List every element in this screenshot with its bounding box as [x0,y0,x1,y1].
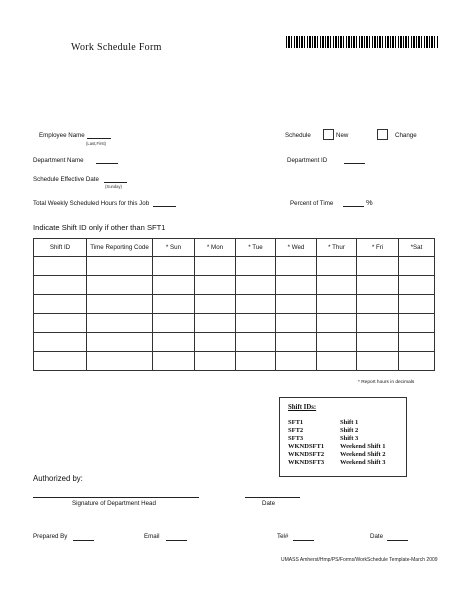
schedule-cell[interactable] [317,333,357,352]
schedule-cell[interactable] [195,276,236,295]
shift-id-row [288,459,386,466]
shift-id-desc: Weekend Shift 1 [340,443,386,450]
schedule-cell[interactable] [153,276,195,295]
schedule-row [34,257,435,276]
schedule-cell[interactable] [34,352,87,371]
schedule-cell[interactable] [87,257,153,276]
schedule-cell[interactable] [399,276,435,295]
shift-id-row [288,435,358,442]
schedule-cell[interactable] [236,276,276,295]
shift-id-desc: Shift 2 [340,427,359,434]
shift-id-row [288,427,358,434]
schedule-row [34,352,435,371]
schedule-cell[interactable] [87,295,153,314]
schedule-cell[interactable] [317,314,357,333]
schedule-cell[interactable] [399,333,435,352]
shift-instruction: Indicate Shift ID only if other than SFT1 [33,223,166,232]
schedule-cell[interactable] [34,333,87,352]
template-path: UMASS Amherst/Hmp/PS/Forms/WorkSchedule Template-March 2009 [281,557,438,563]
schedule-cell[interactable] [399,314,435,333]
shift-id-code: SFT1 [288,419,304,426]
department-id-label: Department ID [287,157,328,164]
email-label: Email [144,533,160,540]
schedule-cell[interactable] [195,352,236,371]
schedule-table [33,238,435,371]
employee-name-field[interactable] [87,138,111,139]
col-sun: * Sun [153,239,195,257]
schedule-cell[interactable] [34,295,87,314]
schedule-label: Schedule [285,132,311,139]
schedule-cell[interactable] [276,333,317,352]
schedule-row [34,295,435,314]
schedule-cell[interactable] [236,314,276,333]
col-wed: * Wed [276,239,317,257]
schedule-cell[interactable] [399,257,435,276]
schedule-cell[interactable] [276,276,317,295]
shift-id-desc: Shift 1 [340,419,359,426]
schedule-cell[interactable] [195,257,236,276]
schedule-cell[interactable] [399,295,435,314]
shift-ids-heading: Shift IDs: [288,404,317,411]
schedule-cell[interactable] [195,295,236,314]
shift-id-desc: Shift 3 [340,435,359,442]
schedule-cell[interactable] [357,352,399,371]
schedule-row [34,314,435,333]
schedule-cell[interactable] [153,314,195,333]
shift-id-row [288,451,386,458]
email-field[interactable] [166,540,187,541]
col-fri: * Fri [357,239,399,257]
shift-id-desc: Weekend Shift 3 [340,459,386,466]
schedule-cell[interactable] [317,276,357,295]
new-label: New [336,132,349,139]
schedule-cell[interactable] [357,276,399,295]
table-footnote: * Report hours in decimals [358,380,415,385]
schedule-cell[interactable] [195,333,236,352]
schedule-cell[interactable] [276,314,317,333]
percent-label: Percent of Time [290,200,334,207]
schedule-cell[interactable] [317,295,357,314]
percent-symbol: % [366,198,373,207]
col-time-reporting-code: Time Reporting Code [87,239,153,257]
shift-id-code: WKNDSFT2 [288,451,325,458]
schedule-cell[interactable] [236,333,276,352]
schedule-cell[interactable] [399,352,435,371]
schedule-cell[interactable] [87,276,153,295]
footer-date-label: Date [370,533,384,540]
new-checkbox[interactable] [323,129,334,140]
schedule-cell[interactable] [195,314,236,333]
col-shift-id: Shift ID [34,239,87,257]
schedule-cell[interactable] [87,333,153,352]
schedule-cell[interactable] [34,276,87,295]
authorization-date-label: Date [262,500,276,507]
department-name-label: Department Name [33,157,84,164]
signature-label: Signature of Department Head [72,500,156,507]
col-sat: *Sat [399,239,435,257]
schedule-cell[interactable] [357,257,399,276]
change-label: Change [395,132,417,139]
effective-date-hint: (Sunday) [105,184,122,189]
shift-id-desc: Weekend Shift 2 [340,451,386,458]
schedule-cell[interactable] [236,257,276,276]
col-tue: * Tue [236,239,276,257]
schedule-cell[interactable] [34,314,87,333]
change-checkbox[interactable] [377,129,388,140]
shift-id-code: SFT2 [288,427,304,434]
schedule-row [34,333,435,352]
form-title: Work Schedule Form [71,42,162,53]
schedule-cell[interactable] [153,295,195,314]
effective-date-label: Schedule Effective Date [33,176,99,183]
schedule-cell[interactable] [276,295,317,314]
weekly-hours-label: Total Weekly Scheduled Hours for this Job [33,200,150,207]
schedule-cell[interactable] [34,257,87,276]
barcode-image [286,36,438,48]
schedule-body [34,257,435,371]
schedule-cell[interactable] [357,295,399,314]
schedule-cell[interactable] [236,295,276,314]
schedule-cell[interactable] [153,257,195,276]
shift-id-code: WKNDSFT3 [288,459,325,466]
schedule-row [34,276,435,295]
employee-name-label: Employee Name [39,132,85,139]
col-thur: * Thur [317,239,357,257]
department-name-field[interactable] [96,163,118,164]
tel-field[interactable] [293,540,314,541]
prepared-by-field[interactable] [73,540,94,541]
tel-label: Tel# [277,533,289,540]
schedule-cell[interactable] [87,314,153,333]
footer-date-field[interactable] [387,540,408,541]
schedule-cell[interactable] [87,352,153,371]
schedule-cell[interactable] [276,352,317,371]
authorized-by-heading: Authorized by: [33,474,83,483]
schedule-cell[interactable] [153,352,195,371]
shift-id-code: SFT3 [288,435,304,442]
schedule-header-row [34,239,435,257]
shift-id-row [288,419,358,426]
shift-id-row [288,443,386,450]
signature-line[interactable] [33,497,199,498]
schedule-cell[interactable] [357,314,399,333]
prepared-by-label: Prepared By [33,533,68,540]
effective-date-field[interactable] [104,182,127,183]
authorization-date-line[interactable] [245,497,300,498]
weekly-hours-field[interactable] [153,206,176,207]
col-mon: * Mon [195,239,236,257]
employee-name-hint: (Last,First) [86,141,107,146]
shift-ids-box [279,397,407,477]
department-id-field[interactable] [344,163,365,164]
shift-id-code: WKNDSFT1 [288,443,325,450]
schedule-cell[interactable] [317,257,357,276]
schedule-cell[interactable] [153,333,195,352]
percent-field[interactable] [343,206,364,207]
schedule-cell[interactable] [236,352,276,371]
schedule-cell[interactable] [357,333,399,352]
schedule-cell[interactable] [276,257,317,276]
schedule-cell[interactable] [317,352,357,371]
